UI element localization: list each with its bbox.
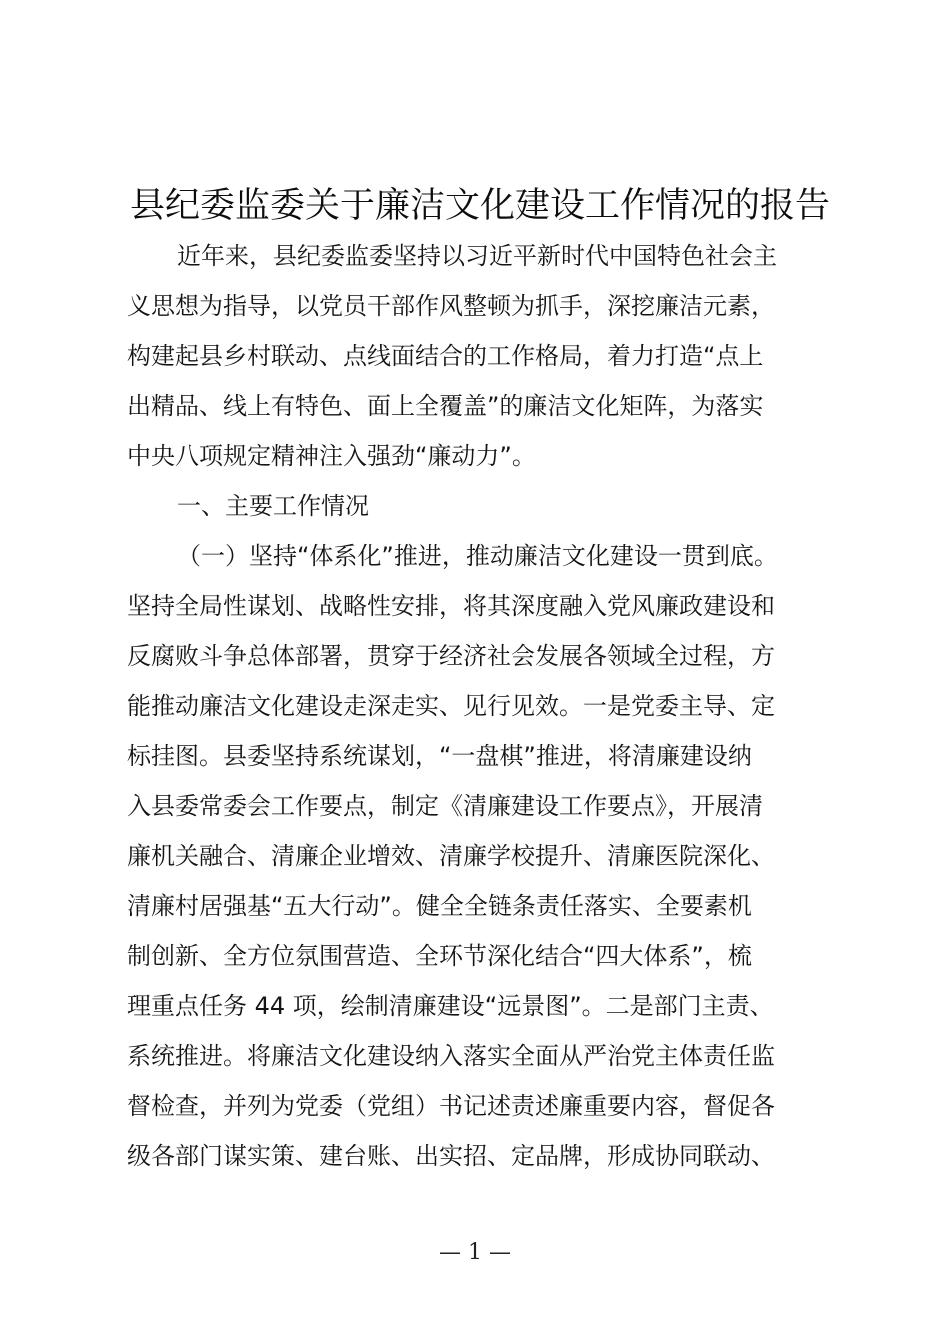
body-line: 出精品、线上有特色、面上全覆盖”的廉洁文化矩阵，为落实 (127, 392, 764, 420)
body-line: 督检查，并列为党委（党组）书记述责述廉重要内容，督促各 (127, 1092, 775, 1120)
body-line: 构建起县乡村联动、点线面结合的工作格局，着力打造“点上 (127, 342, 764, 370)
body-line: 理重点任务 44 项，绘制清廉建设“远景图”。二是部门主责、 (127, 992, 774, 1020)
body-line: 廉机关融合、清廉企业增效、清廉学校提升、清廉医院深化、 (127, 842, 775, 870)
body-line: 级各部门谋实策、建台账、出实招、定品牌，形成协同联动、 (127, 1142, 775, 1170)
page-number: — 1 — (439, 1240, 511, 1265)
body-line: 清廉村居强基“五大行动”。健全全链条责任落实、全要素机 (127, 892, 752, 920)
document-body (127, 231, 847, 1181)
document-title: 县纪委监委关于廉洁文化建设工作情况的报告 (129, 186, 830, 226)
body-line: 反腐败斗争总体部署，贯穿于经济社会发展各领域全过程，方 (127, 642, 775, 670)
body-line: 一、主要工作情况 (177, 492, 369, 520)
body-line: 制创新、全方位氛围营造、全环节深化结合“四大体系”，梳 (127, 942, 752, 970)
body-line: 入县委常委会工作要点，制定《清廉建设工作要点》，开展清 (127, 792, 763, 820)
body-line: 能推动廉洁文化建设走深走实、见行见效。一是党委主导、定 (127, 692, 775, 720)
body-line: 近年来，县纪委监委坚持以习近平新时代中国特色社会主 (177, 242, 777, 270)
body-line: （一）坚持“体系化”推进，推动廉洁文化建设一贯到底。 (177, 542, 778, 570)
body-line: 标挂图。县委坚持系统谋划，“一盘棋”推进，将清廉建设纳 (127, 742, 752, 770)
body-line: 坚持全局性谋划、战略性安排，将其深度融入党风廉政建设和 (127, 592, 775, 620)
body-line: 中央八项规定精神注入强劲“廉动力”。 (127, 442, 536, 470)
body-line: 系统推进。将廉洁文化建设纳入落实全面从严治党主体责任监 (127, 1042, 775, 1070)
body-line: 义思想为指导，以党员干部作风整顿为抓手，深挖廉洁元素， (127, 292, 775, 320)
